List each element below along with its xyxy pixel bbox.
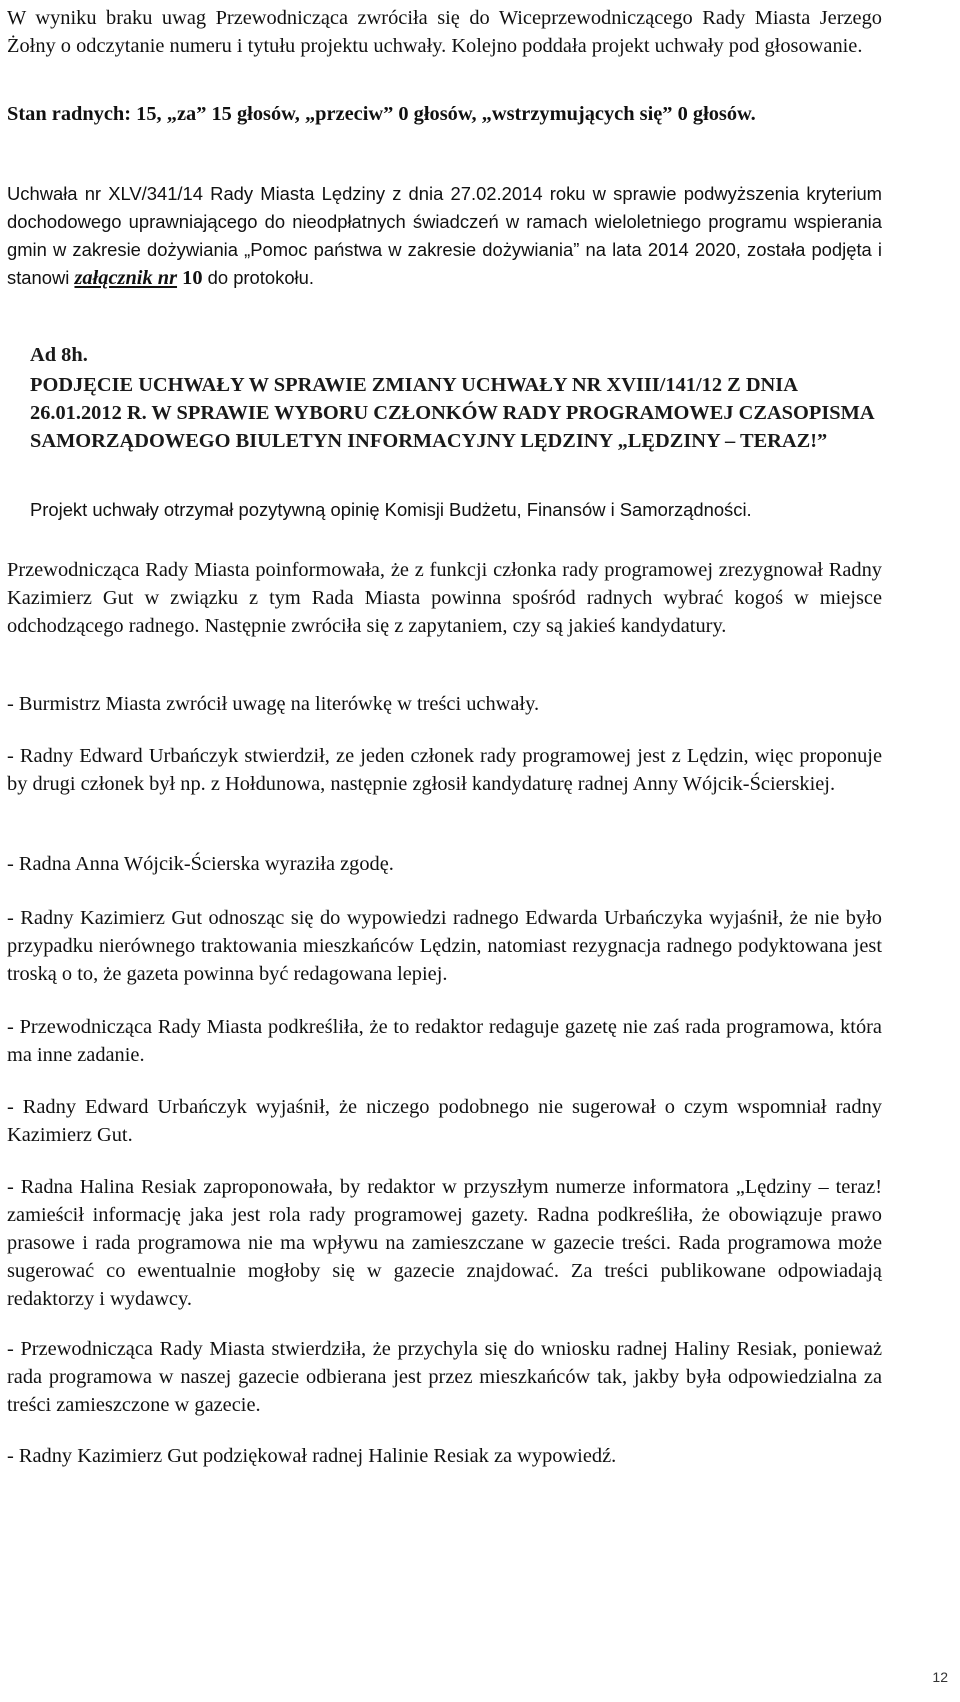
paragraph-urbanczyk-2: - Radny Edward Urbańczyk wyjaśnił, że niczego podobnego nie sugerował o czym wspomniał radny Kazimierz Gut. <box>7 1096 882 1146</box>
paragraph-chair-2: - Przewodnicząca Rady Miasta podkreśliła, że to redaktor redaguje gazetę nie zaś rada programowa, która ma inne zadanie. <box>7 1016 882 1066</box>
paragraph-urbanczyk-1: - Radny Edward Urbańczyk stwierdził, ze jeden członek rady programowej jest z Lędzin, więc proponuje by drugi członek był np. z Hołdunowa, następnie zgłosił kandydaturę radnej Anny Wójcik-Ścierskiej. <box>7 745 882 795</box>
vote-result: Stan radnych: 15, „za” 15 głosów, „przeciw” 0 głosów, „wstrzymujących się” 0 głosów. <box>7 103 756 125</box>
resolution-text: Uchwała nr XLV/341/14 Rady Miasta Lędziny z dnia 27.02.2014 roku w sprawie podwyższenia kryterium dochodowego uprawniającego do nieodpłatnych świadczeń w ramach wieloletniego programu wspierania gmin w zakresie dożywiania „Pomoc państwa w zakresie dożywiania” na lata 2014 2020, została podjęta i stanowi <box>7 183 882 288</box>
paragraph-voting-intro: W wyniku braku uwag Przewodnicząca zwróciła się do Wiceprzewodniczącego Rady Miasta Jerzego Żołny o odczytanie numeru i tytułu projektu uchwały. Kolejno poddała projekt uchwały pod głosowanie. <box>7 7 882 57</box>
paragraph-gut-1: - Radny Kazimierz Gut odnosząc się do wypowiedzi radnego Edwarda Urbańczyka wyjaśnił, że nie było przypadku nierównego traktowania mieszkańców Lędzin, natomiast rezygnacja radnego podyktowana jest troską o to, że gazeta powinna być redagowana lepiej. <box>7 907 882 985</box>
attachment-label: załącznik nr <box>74 267 178 289</box>
paragraph-chair-info: Przewodnicząca Rady Miasta poinformowała, że z funkcji członka rady programowej zrezygnował Radny Kazimierz Gut w związku z tym Rada Miasta powinna spośród radnych wybrać kogoś w miejsce odchodzącego radnego. Następnie zwróciła się z zapytaniem, czy są jakieś kandydatury. <box>7 559 882 637</box>
paragraph-wojcik: - Radna Anna Wójcik-Ścierska wyraziła zgodę. <box>7 853 394 875</box>
page-number: 12 <box>932 1669 948 1685</box>
paragraph-mayor: - Burmistrz Miasta zwrócił uwagę na literówkę w treści uchwały. <box>7 693 540 715</box>
resolution-paragraph <box>7 180 882 292</box>
paragraph-resiak: - Radna Halina Resiak zaproponowała, by redaktor w przyszłym numerze informatora „Lędziny – teraz! zamieścił informację jaka jest rola rady programowej gazety. Radna podkreśliła, że obowiązuje prawo prasowe i rada programowa nie ma wpływu na zamieszczane w gazecie treści. Rada programowa może sugerować co ewentualnie mogłoby się w gazecie znajdować. Za treści publikowane odpowiadają redaktorzy i wydawcy. <box>7 1176 882 1310</box>
committee-opinion: Projekt uchwały otrzymał pozytywną opinię Komisji Budżetu, Finansów i Samorządności. <box>30 499 752 520</box>
attachment-number: 10 <box>182 267 203 289</box>
resolution-suffix: do protokołu. <box>207 267 314 288</box>
agenda-item-label: Ad 8h. <box>30 344 88 366</box>
section-heading: PODJĘCIE UCHWAŁY W SPRAWIE ZMIANY UCHWAŁY NR XVIII/141/12 Z DNIA 26.01.2012 R. W SPRAWIE WYBORU CZŁONKÓW RADY PROGRAMOWEJ CZASOPISMA SAMORZĄDOWEGO BIULETYN INFORMACYJNY LĘDZINY „LĘDZINY – TERAZ!” <box>30 374 874 452</box>
paragraph-gut-2: - Radny Kazimierz Gut podziękował radnej Halinie Resiak za wypowiedź. <box>7 1445 617 1467</box>
paragraph-chair-3: - Przewodnicząca Rady Miasta stwierdziła, że przychyla się do wniosku radnej Haliny Resiak, ponieważ rada programowa w naszej gazecie odbierana jest przez mieszkańców tak, jakby była odpowiedzialna za treści zamieszczone w gazecie. <box>7 1338 882 1416</box>
